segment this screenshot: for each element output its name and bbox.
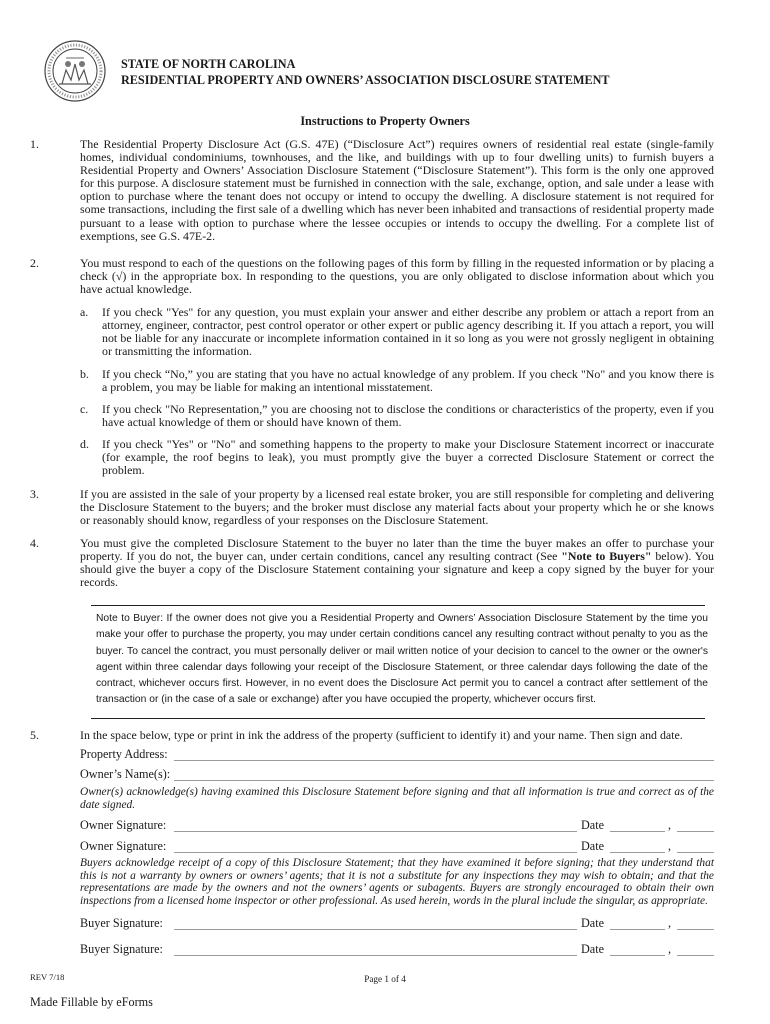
owner-signature-2-year-field[interactable]: [677, 852, 714, 853]
item-number: 1.: [30, 137, 39, 151]
note-to-buyer-text: Note to Buyer: If the owner does not give you a Residential Property and Owners’ Association Disclosure Statement by the time you make your offer to purchase the property, you may under certain conditions cancel any resulting contract without penalty to you as the buyer. To cancel the contract, you must personally deliver or mail written notice of your decision to cancel to the owner or the owner's agent within three calendar days following your receipt of the Disclosure Statement, or three calendar days following the date of the contract, whichever occurs first. However, in no event does the Disclosure Act permit you to cancel a contract after settlement of the transaction or (in the case of a sale or exchange) after you have occupied the property, whichever occurs first.: [96, 613, 708, 706]
note-top-rule: [91, 605, 705, 606]
subitem-label: c.: [80, 402, 89, 416]
owner-signature-year-field[interactable]: [677, 831, 714, 832]
subitem-c-text: If you check "No Representation,” you are choosing not to disclose the conditions or characteristics of the property, even if you have actual knowledge of them or should have known of them.: [102, 402, 714, 430]
date-label: Date: [581, 916, 605, 930]
subitem-label: a.: [80, 305, 89, 319]
item-5-text: In the space below, type or print in ink the address of the property (sufficient to identify it) and your name. Then sign and date.: [80, 728, 683, 742]
owner-signature-2-date-field[interactable]: [610, 852, 665, 853]
note-bottom-rule: [91, 718, 705, 719]
owner-acknowledgment: Owner(s) acknowledge(s) having examined this Disclosure Statement before signing and that all information is true and correct as of the date signed.: [80, 786, 714, 811]
state-seal-icon: [44, 40, 106, 102]
owner-signature-field[interactable]: [174, 831, 577, 832]
item-4-text-after: below). You should give the buyer a copy of the Disclosure Statement containing your signature and keep a copy signed by the buyer for your records.: [80, 549, 714, 590]
owner-signature-label: Owner Signature:: [80, 818, 167, 832]
date-label: Date: [581, 942, 605, 956]
form-header: [121, 56, 610, 88]
date-comma: ,: [668, 942, 672, 956]
item-1-text: The Residential Property Disclosure Act (G.S. 47E) (“Disclosure Act”) requires owners of residential real estate (single-family homes, individual condominiums, townhouses, and the like, and buildings with up to four dwelling units) to furnish buyers a Residential Property and Owners’ Association Disclosure Statement (“Disclosure Statement”). This form is the only one approved for this purpose. A disclosure statement must be furnished in connection with the sale, exchange, option, and sale under a lease with option to purchase where the tenant does not occupy or intend to occupy the dwelling. A disclosure statement is not required for some transactions, including the first sale of a dwelling which has never been inhabited and transactions of residential property made pursuant to a lease with option to purchase where the lessee occupies or intends to occupy the dwelling. For a complete list of exemptions, see G.S. 47E-2.: [80, 137, 714, 243]
buyer-signature-2-year-field[interactable]: [677, 955, 714, 956]
buyer-signature-2-date-field[interactable]: [610, 955, 665, 956]
date-label: Date: [581, 839, 605, 853]
buyer-signature-2-field[interactable]: [174, 955, 577, 956]
header-title: RESIDENTIAL PROPERTY AND OWNERS’ ASSOCIATION DISCLOSURE STATEMENT: [121, 73, 610, 87]
item-number: 3.: [30, 487, 39, 501]
revision-label: REV 7/18: [30, 972, 65, 982]
item-number: 2.: [30, 256, 39, 270]
item-2-text: You must respond to each of the questions on the following pages of this form by filling in the requested information or by placing a check (√) in the appropriate box. In responding to the questions, you are only obligated to disclose information about which you have actual knowledge.: [80, 256, 714, 297]
buyer-acknowledgment: Buyers acknowledge receipt of a copy of this Disclosure Statement; that they have examined it before signing; that they understand that this is not a warranty by owners or owners’ agents; that it is not a substitute for any inspections they may wish to obtain; and that the representations are made by the owners and not the owners’ agents or subagents. Buyers are strongly encouraged to obtain their own inspections from a licensed home inspector or other professional. As used herein, words in the plural include the singular, as appropriate.: [80, 857, 714, 907]
header-state: STATE OF NORTH CAROLINA: [121, 57, 296, 71]
owner-signature-date-field[interactable]: [610, 831, 665, 832]
owner-signature-2-field[interactable]: [174, 852, 577, 853]
note-to-buyer: [80, 611, 708, 709]
property-address-field[interactable]: [174, 760, 714, 761]
note-to-buyers-ref: "Note to Buyers": [561, 549, 652, 564]
date-comma: ,: [668, 839, 672, 853]
owners-name-label: Owner’s Name(s):: [80, 767, 171, 781]
item-number: 4.: [30, 536, 39, 550]
subitem-label: d.: [80, 437, 89, 451]
subitem-b-text: If you check “No,” you are stating that you have no actual knowledge of any problem. If you check "No" and you know there is a problem, you may be liable for making an intentional misstatement.: [102, 367, 714, 395]
subitem-label: b.: [80, 367, 89, 381]
buyer-signature-year-field[interactable]: [677, 929, 714, 930]
buyer-signature-date-field[interactable]: [610, 929, 665, 930]
item-3-text: If you are assisted in the sale of your property by a licensed real estate broker, you are still responsible for completing and delivering the Disclosure Statement to the buyers; and the broker must disclose any material facts about your property which he or she knows or reasonably should know, regardless of your responses on the Disclosure Statement.: [80, 487, 714, 528]
buyer-signature-field[interactable]: [174, 929, 577, 930]
property-address-label: Property Address:: [80, 747, 168, 761]
subitem-d-text: If you check "Yes" or "No" and something happens to the property to make your Disclosure Statement incorrect or inaccurate (for example, the roof begins to leak), you must promptly give the buyer a corrected Disclosure Statement or correct the problem.: [102, 437, 714, 478]
subitem-a-text: If you check "Yes" for any question, you must explain your answer and either describe any problem or attach a report from an attorney, engineer, contractor, pest control operator or other expert or public agency describing it. If you attach a report, you will not be liable for any inaccurate or incomplete information contained in it so long as you were not grossly negligent in obtaining or transmitting the information.: [102, 305, 714, 359]
date-comma: ,: [668, 818, 672, 832]
owner-signature-label: Owner Signature:: [80, 839, 167, 853]
buyer-signature-label: Buyer Signature:: [80, 916, 163, 930]
made-fillable-label: Made Fillable by eForms: [30, 995, 153, 1009]
item-number: 5.: [30, 728, 39, 742]
item-4-text-before: You must give the completed Disclosure Statement to the buyer no later than the time the buyer makes an offer to purchase your property. If you do not, the buyer can, under certain conditions, cancel any resulting contract (See: [80, 536, 714, 564]
owners-name-field[interactable]: [174, 780, 714, 781]
item-4-text: [80, 537, 714, 589]
buyer-signature-label: Buyer Signature:: [80, 942, 163, 956]
date-label: Date: [581, 818, 605, 832]
page-number: Page 1 of 4: [364, 974, 406, 984]
date-comma: ,: [668, 916, 672, 930]
instructions-title: Instructions to Property Owners: [300, 114, 470, 128]
